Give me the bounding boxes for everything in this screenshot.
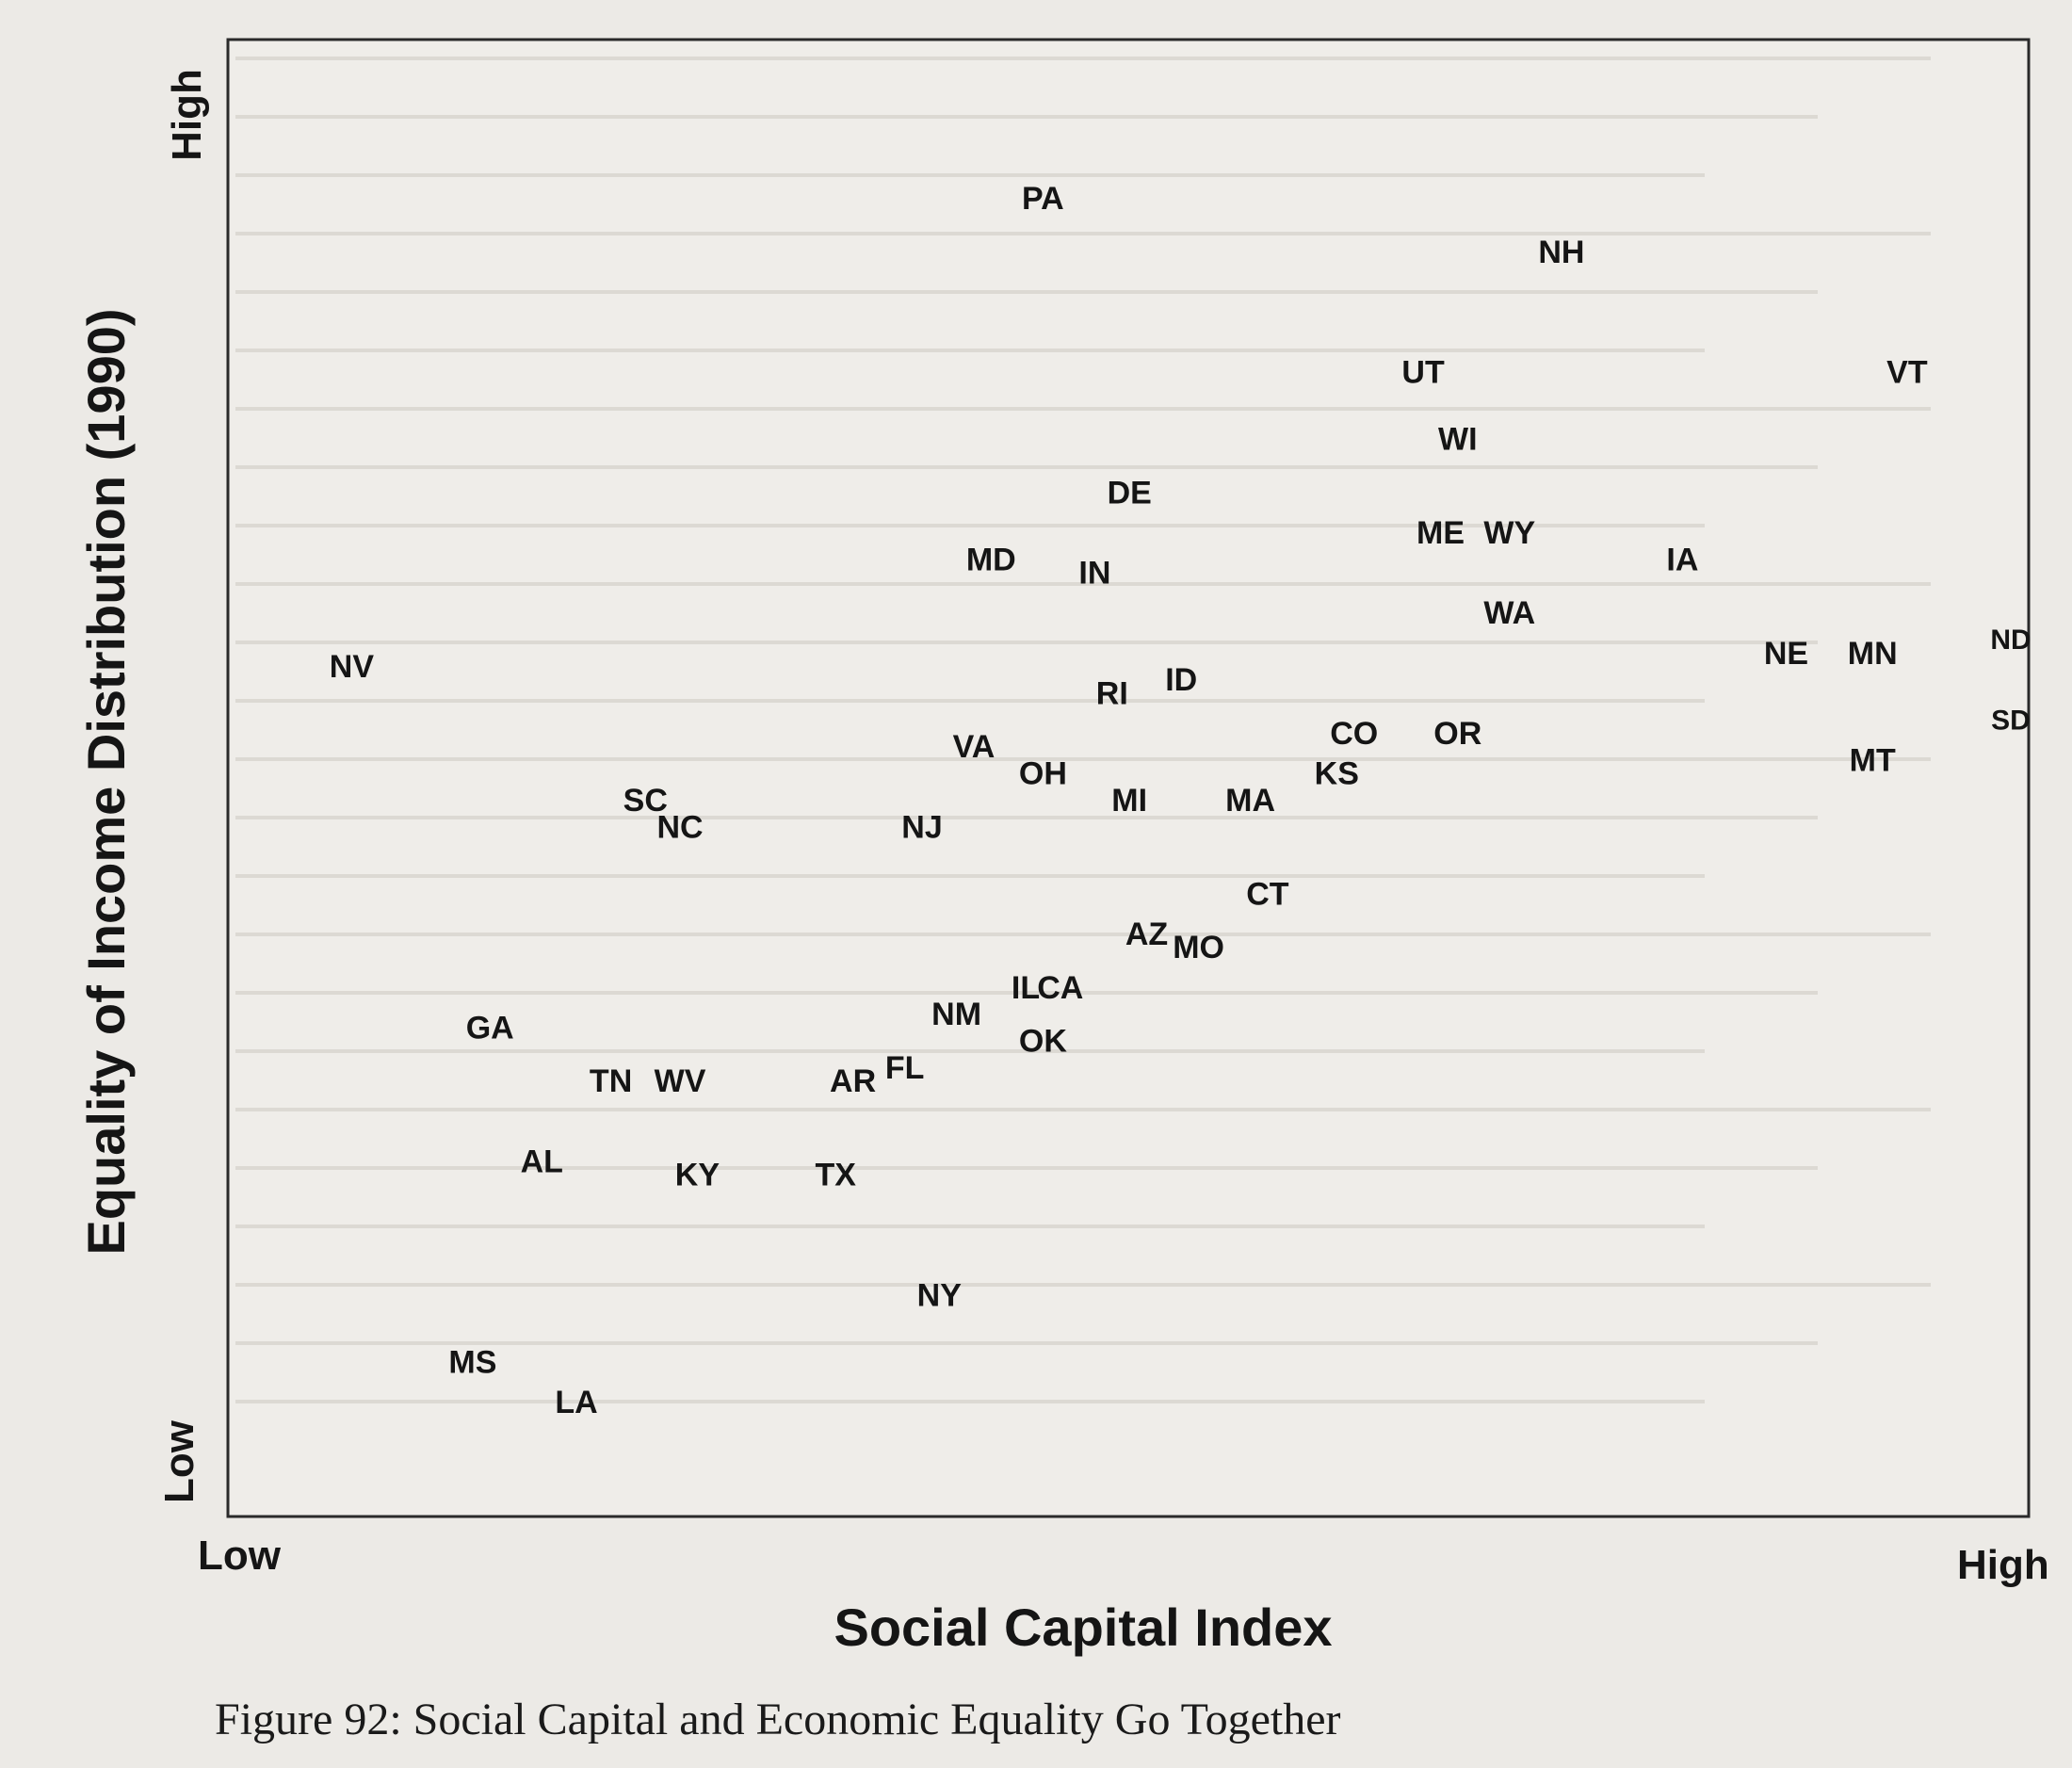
point-label-or: OR bbox=[1433, 716, 1482, 752]
point-label-de: DE bbox=[1107, 475, 1152, 511]
bleed-line bbox=[235, 349, 1705, 352]
bleed-line bbox=[235, 816, 1818, 819]
point-label-mi: MI bbox=[1111, 783, 1148, 819]
point-label-ms: MS bbox=[448, 1344, 497, 1381]
point-label-id: ID bbox=[1165, 662, 1198, 699]
point-label-tx: TX bbox=[815, 1157, 856, 1193]
bleed-line bbox=[235, 232, 1931, 235]
point-label-wi: WI bbox=[1438, 421, 1478, 458]
y-axis-high-label: High bbox=[164, 69, 210, 161]
bleed-line bbox=[235, 1225, 1705, 1228]
x-axis-high-label: High bbox=[1957, 1542, 2049, 1588]
point-label-ca: CA bbox=[1037, 969, 1084, 1006]
point-label-nv: NV bbox=[329, 649, 375, 685]
point-label-mt: MT bbox=[1849, 742, 1896, 779]
point-label-fl: FL bbox=[884, 1050, 925, 1086]
bleed-line bbox=[235, 874, 1705, 878]
point-label-ri: RI bbox=[1095, 675, 1128, 712]
bleed-line bbox=[235, 173, 1705, 177]
point-label-nd: ND bbox=[1990, 624, 2032, 657]
bleed-line bbox=[235, 1108, 1931, 1111]
point-label-ut: UT bbox=[1401, 354, 1445, 391]
bleed-line bbox=[235, 115, 1818, 119]
x-axis-low-label: Low bbox=[198, 1533, 281, 1579]
y-axis-title: Equality of Income Distribution (1990) bbox=[76, 308, 136, 1256]
point-label-tn: TN bbox=[589, 1063, 633, 1100]
point-label-ne: NE bbox=[1763, 635, 1809, 672]
point-label-co: CO bbox=[1330, 716, 1379, 752]
bleed-line bbox=[235, 641, 1818, 644]
point-label-ks: KS bbox=[1314, 755, 1359, 792]
x-axis-title: Social Capital Index bbox=[834, 1598, 1333, 1657]
bleed-line bbox=[235, 1049, 1705, 1053]
point-label-in: IN bbox=[1078, 555, 1111, 592]
point-label-wa: WA bbox=[1483, 595, 1536, 632]
point-label-va: VA bbox=[952, 729, 996, 766]
point-label-az: AZ bbox=[1125, 916, 1169, 952]
point-label-ar: AR bbox=[830, 1063, 877, 1100]
point-label-ga: GA bbox=[465, 1010, 514, 1046]
point-label-vt: VT bbox=[1886, 354, 1928, 391]
point-label-nc: NC bbox=[656, 809, 704, 846]
point-label-ia: IA bbox=[1666, 542, 1699, 578]
point-label-ny: NY bbox=[916, 1277, 962, 1314]
point-label-wv: WV bbox=[654, 1063, 706, 1100]
point-label-sc: SC bbox=[623, 783, 668, 819]
y-axis-low-label: Low bbox=[156, 1420, 202, 1503]
point-label-ma: MA bbox=[1225, 783, 1276, 819]
figure-caption: Figure 92: Social Capital and Economic Equality Go Together bbox=[215, 1695, 1341, 1744]
bleed-line bbox=[235, 1400, 1705, 1403]
bleed-line bbox=[235, 57, 1931, 60]
bleed-line bbox=[235, 699, 1705, 703]
point-label-nm: NM bbox=[931, 997, 982, 1033]
bleed-line bbox=[235, 465, 1818, 469]
point-label-sd: SD bbox=[1991, 705, 2031, 737]
point-label-oh: OH bbox=[1018, 755, 1067, 792]
point-label-ky: KY bbox=[674, 1157, 720, 1193]
bleed-line bbox=[235, 290, 1818, 294]
point-label-ok: OK bbox=[1018, 1023, 1067, 1060]
point-label-nh: NH bbox=[1538, 234, 1585, 270]
bleed-line bbox=[235, 1283, 1931, 1287]
bleed-line bbox=[235, 407, 1931, 411]
point-label-pa: PA bbox=[1022, 181, 1064, 217]
bleed-line bbox=[235, 1166, 1818, 1170]
point-label-md: MD bbox=[965, 542, 1016, 578]
point-label-ct: CT bbox=[1246, 876, 1289, 913]
point-label-mn: MN bbox=[1847, 635, 1898, 672]
point-label-mo: MO bbox=[1173, 930, 1224, 966]
point-label-la: LA bbox=[555, 1385, 598, 1420]
plot-area bbox=[228, 40, 2032, 1517]
point-label-wy: WY bbox=[1483, 515, 1536, 551]
point-label-nj: NJ bbox=[901, 809, 943, 846]
point-label-me: ME bbox=[1416, 515, 1465, 551]
bleed-line bbox=[235, 933, 1931, 936]
point-label-al: AL bbox=[520, 1144, 563, 1180]
bleed-line bbox=[235, 757, 1931, 761]
point-label-il: IL bbox=[1011, 969, 1041, 1006]
